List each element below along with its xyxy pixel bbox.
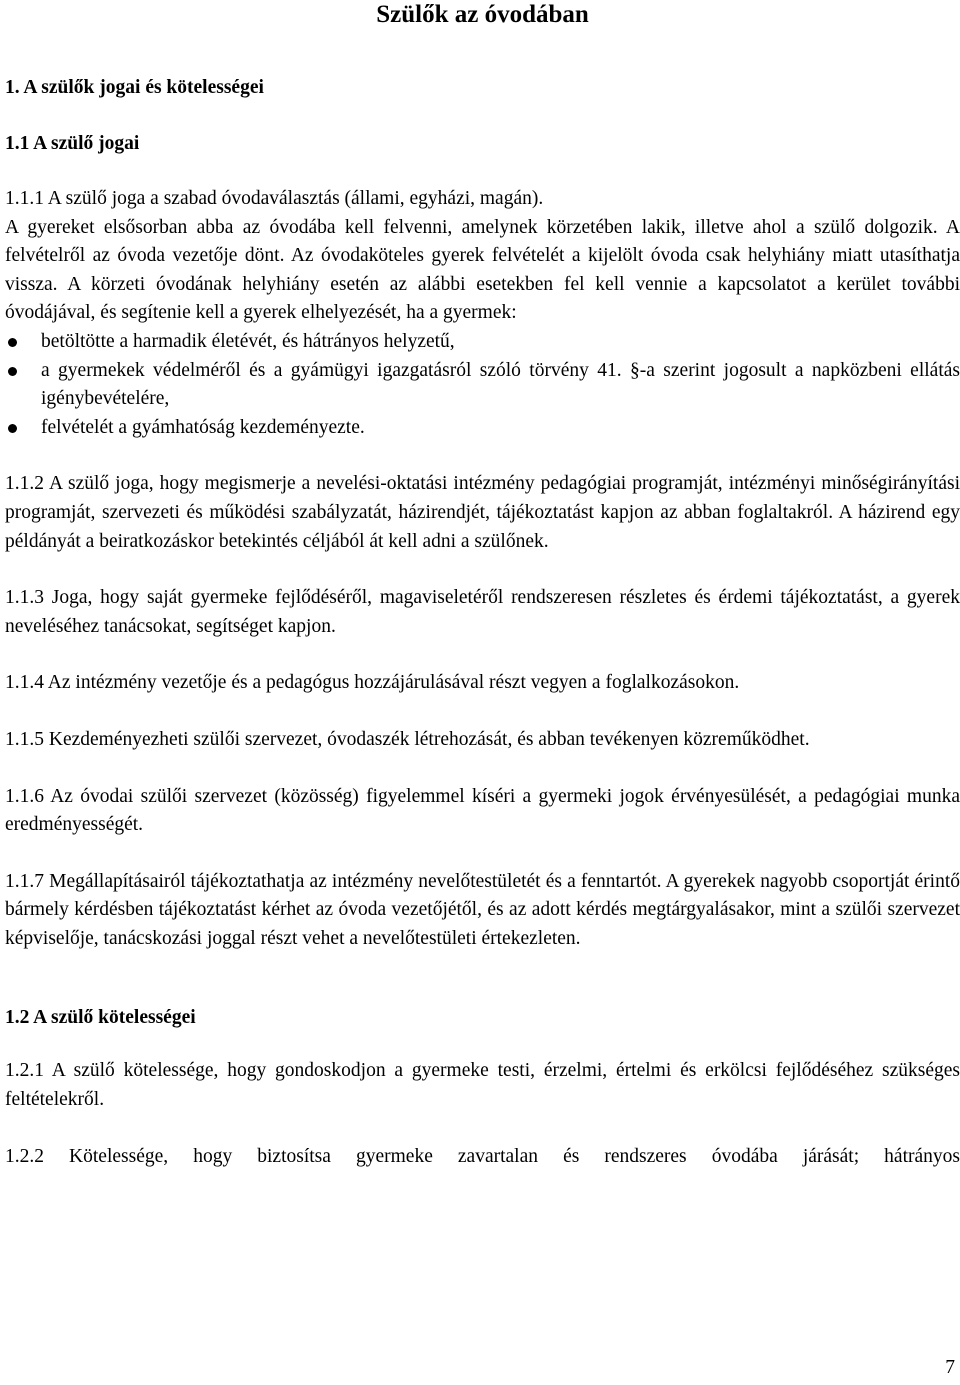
list-item — [5, 357, 960, 414]
section-heading-1: 1. A szülők jogai és kötelességei — [5, 77, 264, 98]
document-page — [5, 0, 960, 1171]
paragraph-1-2-2: 1.2.2 Kötelessége, hogy biztosítsa gyermeke zavartalan és rendszeres óvodába járását; hátrányos — [5, 1145, 960, 1167]
paragraph-1-1-6: 1.1.6 Az óvodai szülői szervezet (közösség) figyelemmel kíséri a gyermeki jogok érvényesülését, a pedagógiai munka eredményességét. — [5, 785, 960, 836]
list-item — [5, 328, 960, 357]
paragraph-1-1-5: 1.1.5 Kezdeményezheti szülői szervezet, óvodaszék létrehozását, és abban tevékenyen közreműködhet. — [5, 728, 810, 750]
list-item-text: a gyermekek védelméről és a gyámügyi igazgatásról szóló törvény 41. §-a szerint jogosult a napközbeni ellátás igénybevételére, — [41, 359, 960, 410]
page-number: 7 — [945, 1357, 955, 1378]
section-heading-1-1: 1.1 A szülő jogai — [5, 133, 140, 154]
paragraph-1-1-1-intro: 1.1.1 A szülő joga a szabad óvodaválasztás (állami, egyházi, magán). — [5, 188, 544, 209]
section-heading-1-2: 1.2 A szülő kötelességei — [5, 1007, 196, 1029]
bullet-icon — [8, 367, 17, 376]
paragraph-1-1-4: 1.1.4 Az intézmény vezetője és a pedagógus hozzájárulásával részt vegyen a foglalkozásokon. — [5, 672, 740, 694]
bullet-icon — [8, 338, 17, 347]
bullet-icon — [8, 424, 17, 433]
bullet-list — [5, 328, 960, 442]
paragraph-1-1-2: 1.1.2 A szülő joga, hogy megismerje a nevelési-oktatási intézmény pedagógiai programját, intézményi minőségirányítási programját, szervezeti és működési szabályzatát, házirendjét, tájékoztatást kapjon az abban foglaltakról. A házirend egy példányát a beiratkozáskor betekintés céljából át kell adni a szülőnek. — [5, 473, 960, 552]
list-item-text: betöltötte a harmadik életévét, és hátrányos helyzetű, — [41, 330, 455, 352]
paragraph-1-1-1-body: A gyereket elsősorban abba az óvodába kell felvenni, amelynek körzetében lakik, illetve ahol a szülő dolgozik. A felvételről az óvoda vezetője dönt. Az óvodaköteles gyerek felvételét a kijelölt óvoda csak helyhiány miatt utasíthatja vissza. A körzeti óvodának helyhiány esetén az alábbi esetekben fel kell vennie a kapcsolatot a kerület további óvodájával, és segítenie kell a gyerek elhelyezését, ha a gyermek: — [5, 216, 960, 324]
paragraph-1-2-1: 1.2.1 A szülő kötelessége, hogy gondoskodjon a gyermeke testi, érzelmi, értelmi és erkölcsi fejlődéséhez szükséges feltételekről. — [5, 1060, 960, 1111]
paragraph-1-1-7: 1.1.7 Megállapításairól tájékoztathatja az intézmény nevelőtestületét és a fenntartót. A gyerekek nagyobb csoportját érintő bármely kérdésben tájékoztatást kérhet az óvoda vezetőjétől, és az adott kérdés megtárgyalásakor, mint a szülői szervezet képviselője, tanácskozási joggal részt vehet a nevelőtestületi értekezleten. — [5, 870, 960, 949]
page-title: Szülők az óvodában — [376, 1, 589, 28]
paragraph-1-1-3: 1.1.3 Joga, hogy saját gyermeke fejlődéséről, magaviseletéről rendszeresen részletes és érdemi tájékoztatást, a gyerek neveléséhez tanácsokat, segítséget kapjon. — [5, 587, 960, 637]
list-item — [5, 414, 960, 443]
list-item-text: felvételét a gyámhatóság kezdeményezte. — [41, 416, 365, 438]
